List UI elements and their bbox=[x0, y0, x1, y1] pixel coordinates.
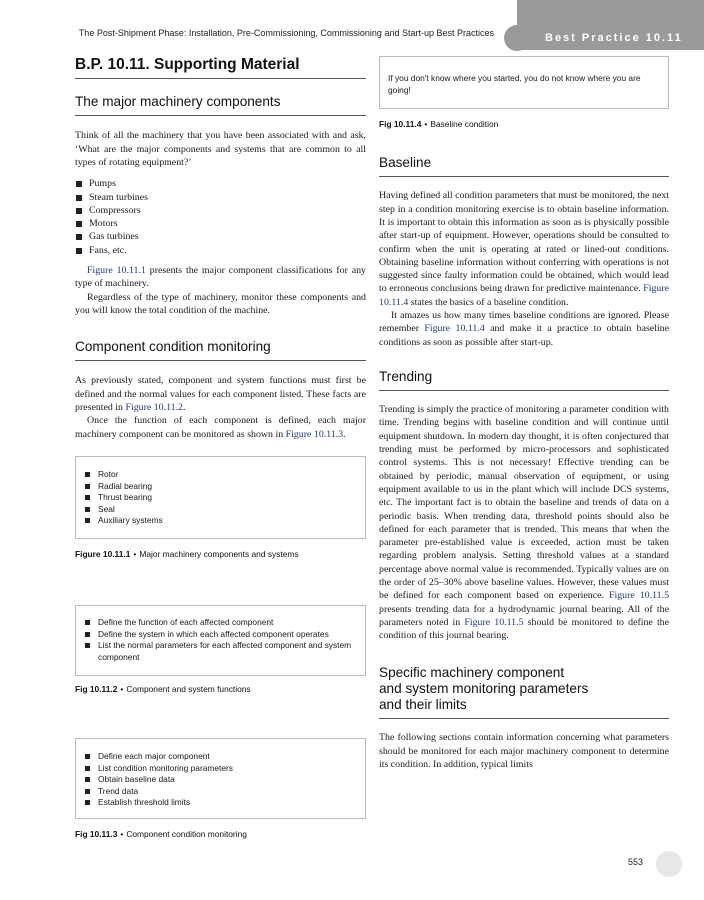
baseline-paragraph-1 bbox=[379, 189, 669, 309]
figure-10-11-4 bbox=[379, 56, 669, 109]
list-item: Auxiliary systems bbox=[84, 515, 357, 527]
running-head: The Post-Shipment Phase: Installation, Pre-Commissioning, Commissioning and Start-up Best Practices bbox=[78, 28, 494, 38]
specific-paragraph: The following sections contain information concerning what parameters should be monitored for each major machinery component to determine its condition. In addition, typical limits bbox=[379, 732, 669, 771]
right-column bbox=[379, 56, 669, 771]
text-run: Once the function of each component is defined, each major machinery component can be monitored as shown in bbox=[75, 415, 366, 440]
figure-link[interactable]: Figure 10.11.4 bbox=[424, 323, 485, 335]
heading-major-components: The major machinery components bbox=[75, 94, 366, 116]
figure-link[interactable]: Figure 10.11.1 bbox=[87, 264, 146, 276]
text-run: Trending is simply the practice of monitoring a parameter condition with time. Trending begins with baseline condition and will continue until equipment shutdown. In modern day thought, it is often conjectured that trending must be performed by micro-processors and sophisticated control systems. This is not necessary! Effective trending can be obtained by periodic, manual observation of equipment, or using equipment available to us in the plant which will include DCS systems, etc. The important fact is to obtain the baseline and trends of data on a periodic basis. When trending data, threshold points should also be defined for each parameter that is trended. This means that when the parameter pre-established value is exceeded, action must be taken regarding problem analysis. Setting threshold values at a standard percentage above normal value is recommended. Typically values are on the order of 25–30% above baseline values. However, these values must be defined for each component based on experience. bbox=[379, 404, 669, 602]
figure-link[interactable]: Figure 10.11.2 bbox=[125, 402, 183, 414]
list-item: Steam turbines bbox=[75, 191, 366, 204]
list-item: Establish threshold limits bbox=[84, 797, 357, 809]
list-item: Radial bearing bbox=[84, 481, 357, 493]
caption-text: Component and system functions bbox=[126, 684, 251, 694]
list-item: List the normal parameters for each affected component and system component bbox=[84, 640, 357, 663]
heading-line: and their limits bbox=[379, 697, 467, 713]
figure-list bbox=[84, 469, 357, 527]
figure-caption: Fig 10.11.4 • Baseline condition bbox=[379, 119, 499, 129]
list-item: Define each major component bbox=[84, 751, 357, 763]
list-item: Motors bbox=[75, 217, 366, 230]
figure-list bbox=[84, 617, 357, 663]
list-item: Rotor bbox=[84, 469, 357, 481]
list-item: Seal bbox=[84, 504, 357, 516]
text-run: states the basics of a baseline condition. bbox=[408, 296, 569, 308]
text-run: presents trending data for a hydrodynamic journal bearing. All of the parameters noted in bbox=[379, 603, 669, 628]
ccm-paragraph-1 bbox=[75, 374, 366, 414]
figure-10-11-3 bbox=[75, 738, 366, 819]
list-item: Compressors bbox=[75, 204, 366, 217]
left-column bbox=[75, 56, 366, 839]
figure-10-11-2 bbox=[75, 605, 366, 676]
baseline-paragraph-2 bbox=[379, 309, 669, 349]
caption-number: Fig 10.11.2 bbox=[75, 684, 118, 694]
page-number: 553 bbox=[628, 857, 644, 867]
list-item: Thrust bearing bbox=[84, 492, 357, 504]
figure-link[interactable]: Figure 10.11.4 bbox=[379, 283, 669, 308]
list-item: Pumps bbox=[75, 177, 366, 190]
text-run: . bbox=[343, 428, 346, 440]
caption-number: Fig 10.11.4 bbox=[379, 119, 422, 129]
best-practice-label: Best Practice 10.11 bbox=[545, 32, 683, 44]
figure-link[interactable]: Figure 10.11.5 bbox=[608, 590, 670, 602]
text-run: As previously stated, component and system functions must first be defined and the normal values for each component listed. These facts are presented in bbox=[75, 375, 366, 414]
text-run: . bbox=[182, 402, 186, 414]
figure-quote: If you don't know where you started, you do not know where you are going! bbox=[388, 73, 641, 95]
heading-line: and system monitoring parameters bbox=[379, 680, 589, 696]
major-paragraph-1 bbox=[75, 264, 366, 291]
list-item: Fans, etc. bbox=[75, 244, 366, 257]
component-list bbox=[75, 177, 366, 257]
figure-link[interactable]: Figure 10.11.5 bbox=[464, 616, 524, 628]
list-item: Obtain baseline data bbox=[84, 774, 357, 786]
heading-component-condition: Component condition monitoring bbox=[75, 339, 366, 361]
heading-specific-parameters bbox=[379, 665, 669, 720]
heading-trending: Trending bbox=[379, 369, 669, 391]
figure-caption: Figure 10.11.1 • Major machinery components and systems bbox=[75, 549, 299, 559]
caption-text: Major machinery components and systems bbox=[139, 549, 299, 559]
figure-list bbox=[84, 751, 357, 809]
trending-paragraph bbox=[379, 403, 669, 642]
heading-baseline: Baseline bbox=[379, 155, 669, 177]
list-item: Define the function of each affected component bbox=[84, 617, 357, 629]
page-title: B.P. 10.11. Supporting Material bbox=[75, 56, 366, 79]
text-run: and make it a practice to obtain baseline conditions as soon as possible after start-up. bbox=[379, 323, 669, 348]
page-number-dot bbox=[656, 851, 682, 877]
list-item: Trend data bbox=[84, 786, 357, 798]
list-item: Define the system in which each affected component operates bbox=[84, 629, 357, 641]
figure-caption: Fig 10.11.3 • Component condition monitoring bbox=[75, 829, 247, 839]
text-run: should be monitored to define the condition of this journal bearing. bbox=[379, 616, 670, 642]
caption-text: Component condition monitoring bbox=[126, 829, 247, 839]
figure-10-11-1 bbox=[75, 456, 366, 539]
best-practice-tab bbox=[517, 0, 704, 50]
list-item: List condition monitoring parameters bbox=[84, 763, 357, 775]
text-run: presents the major component classifications for any type of machinery. bbox=[75, 264, 366, 290]
text-run: Having defined all condition parameters that must be monitored, the next step in a condition monitoring exercise is to obtain baseline information. It is important to obtain this information as soon as is physically possible after start-up of equipment. However, operations should be consulted to confirm when the unit is operating at rated or lined-out conditions. Obtaining baseline information without conferring with operations is not suggested since faulty information could be obtained, which would lead to erroneous conclusions being drawn for predictive maintenance. bbox=[379, 190, 669, 295]
text-run: It amazes us how many times baseline conditions are ignored. Please remember bbox=[379, 309, 669, 335]
ccm-paragraph-2 bbox=[75, 414, 366, 441]
caption-number: Figure 10.11.1 bbox=[75, 549, 131, 559]
caption-number: Fig 10.11.3 bbox=[75, 829, 118, 839]
figure-caption: Fig 10.11.2 • Component and system functions bbox=[75, 684, 251, 694]
figure-link[interactable]: Figure 10.11.3 bbox=[285, 428, 344, 440]
heading-line: Specific machinery component bbox=[379, 664, 565, 680]
list-item: Gas turbines bbox=[75, 230, 366, 243]
major-intro: Think of all the machinery that you have been associated with and ask, ‘What are the major components and systems that are common to all types of rotating equipment?’ bbox=[75, 130, 366, 168]
caption-text: Baseline condition bbox=[430, 119, 499, 129]
major-paragraph-2: Regardless of the type of machinery, monitor these components and you will know the total condition of the machine. bbox=[75, 291, 366, 316]
